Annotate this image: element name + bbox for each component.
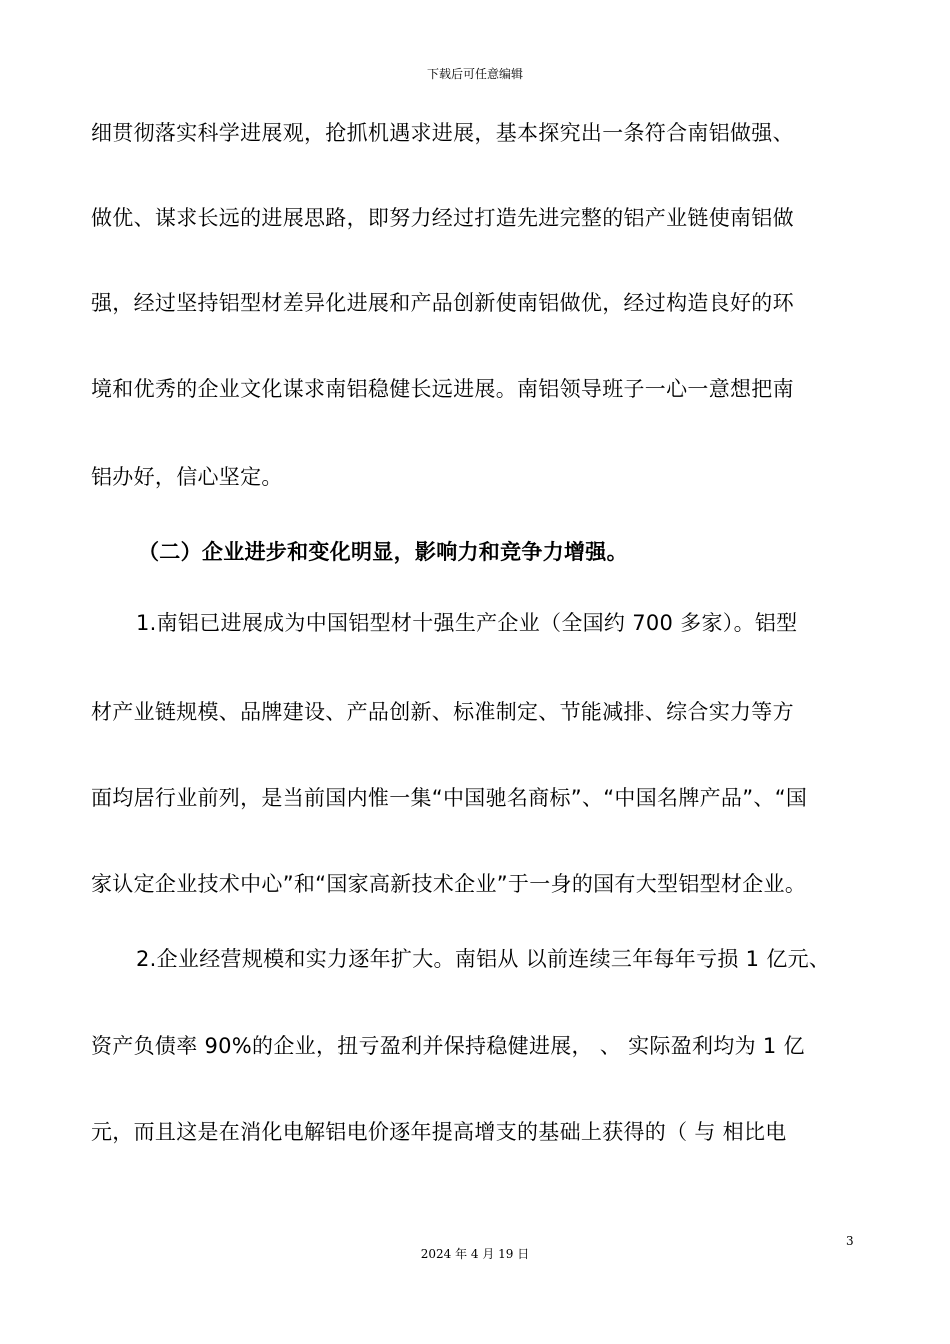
body-line: 境和优秀的企业文化谋求南铝稳健长远进展。南铝领导班子一心一意想把南 <box>91 377 794 401</box>
body-line: 强，经过坚持铝型材差异化进展和产品创新使南铝做优，经过构造良好的环 <box>91 291 794 315</box>
body-line: 家认定企业技术中心”和“国家高新技术企业”于一身的国有大型铝型材企业。 <box>91 872 807 896</box>
page-number: 3 <box>846 1234 854 1248</box>
body-line: 2.企业经营规模和实力逐年扩大。南铝从 以前连续三年每年亏损 1 亿元、 <box>136 947 831 971</box>
body-line: 做优、谋求长远的进展思路，即努力经过打造先进完整的铝产业链使南铝做 <box>91 206 794 230</box>
body-line: 元，而且这是在消化电解铝电价逐年提高增支的基础上获得的（ 与 相比电 <box>91 1120 787 1144</box>
section-heading: （二）企业进步和变化明显，影响力和竞争力增强。 <box>138 540 628 564</box>
body-line: 资产负债率 90%的企业，扭亏盈利并保持稳健进展， 、 实际盈利均为 1 亿 <box>91 1034 805 1058</box>
page-footer-date: 2024 年 4 月 19 日 <box>420 1247 530 1261</box>
body-line: 面均居行业前列，是当前国内惟一集“中国驰名商标”、“中国名牌产品”、“国 <box>91 786 808 810</box>
body-line: 材产业链规模、品牌建设、产品创新、标准制定、节能减排、综合实力等方 <box>91 700 794 724</box>
body-line: 1.南铝已进展成为中国铝型材十强生产企业（全国约 700 多家）。铝型 <box>136 611 798 635</box>
body-line: 铝办好，信心坚定。 <box>91 465 283 489</box>
page-header: 下载后可任意编辑 <box>426 67 523 81</box>
body-line: 细贯彻落实科学进展观，抢抓机遇求进展，基本探究出一条符合南铝做强、 <box>91 121 794 145</box>
